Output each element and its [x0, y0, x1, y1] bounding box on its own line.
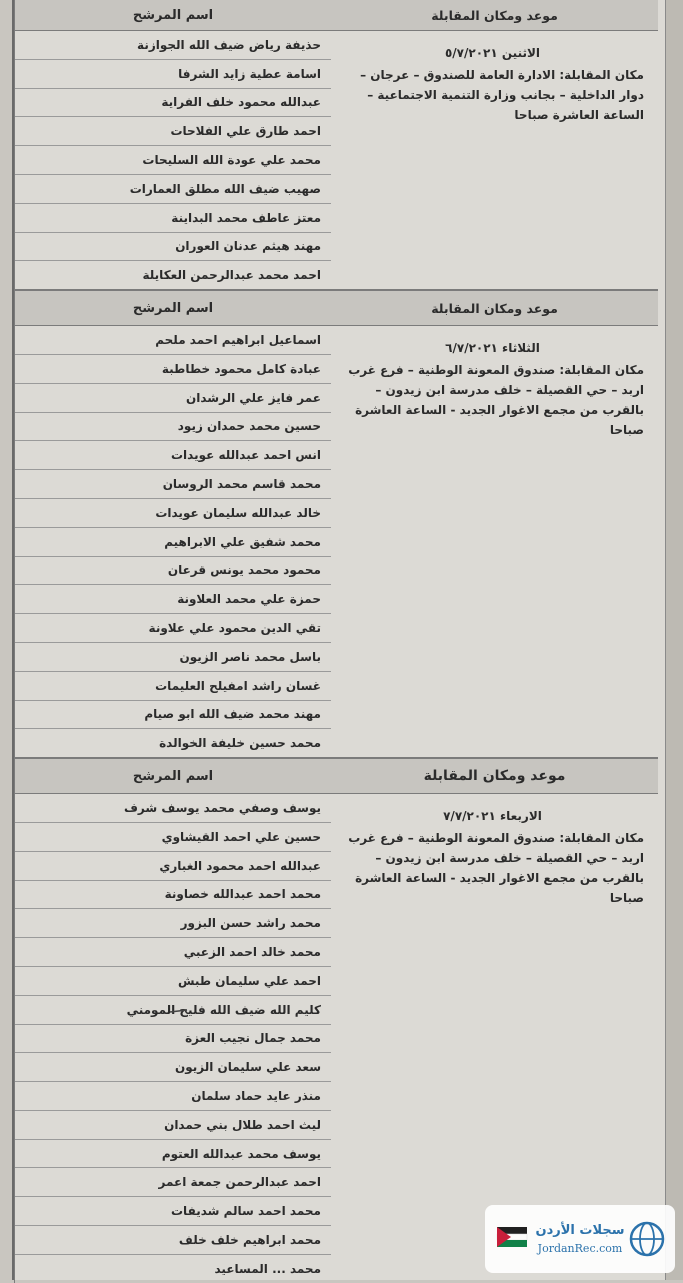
candidate-name: محمد خالد احمد الزعبي	[15, 938, 331, 967]
interview-section-1	[14, 0, 658, 290]
jordan-flag-icon	[493, 1219, 533, 1259]
candidate-names-list	[14, 326, 331, 757]
candidate-name: مهند هيثم عدنان العوران	[15, 233, 331, 262]
interview-location: مكان المقابلة: الادارة العامة للصندوق – عرجان – دوار الداخلية – بجانب وزارة التنمية الاجتماعية – الساعة العاشرة صباحا	[360, 68, 644, 122]
candidate-name: محمد راشد حسن البزور	[15, 909, 331, 938]
candidate-name: محمد قاسم محمد الروسان	[15, 470, 331, 499]
watermark-logo	[485, 1205, 675, 1273]
candidate-name: محمد حسين خليفة الخوالدة	[159, 736, 321, 751]
interview-location: مكان المقابلة: صندوق المعونة الوطنية – فرع غرب اربد – حي القصيلة – خلف مدرسة ابن زيدون – بالقرب من مجمع الاغوار الجديد - الساعة العاشرة صباحا	[348, 363, 644, 438]
section-header	[14, 758, 658, 794]
candidate-name-header: اسم المرشح	[14, 291, 331, 325]
candidate-name: عبدالله احمد محمود الغباري	[15, 852, 331, 881]
candidate-name: سعد علي سليمان الزيون	[15, 1053, 331, 1082]
candidate-name: يوسف محمد عبدالله العتوم	[15, 1140, 331, 1169]
interview-details	[331, 31, 658, 289]
section-header	[14, 0, 658, 31]
interview-details	[331, 326, 658, 757]
candidate-name: باسل محمد ناصر الزيون	[15, 643, 331, 672]
candidate-name: محمد ابراهيم خلف خلف	[15, 1226, 331, 1255]
candidate-name: احمد عبدالرحمن جمعة اعمر	[15, 1168, 331, 1197]
candidate-name: مهند محمد ضيف الله ابو صيام	[15, 701, 331, 730]
newspaper-page	[12, 0, 666, 1280]
interview-date: الاثنين ٥/٧/٢٠٢١	[444, 46, 541, 60]
candidate-name: محمد احمد عبدالله خصاونة	[15, 881, 331, 910]
candidate-name: تقي الدين محمود علي علاونة	[15, 614, 331, 643]
candidate-name: حسين علي احمد القيشاوي	[15, 823, 331, 852]
watermark-arabic: سجلات الأردن	[535, 1223, 625, 1238]
candidate-name: كليم الله ضيف الله فليح المومني	[15, 996, 331, 1025]
candidate-name: خالد عبدالله سليمان عويدات	[15, 499, 331, 528]
candidate-name: حمزة علي محمد العلاونة	[15, 585, 331, 614]
candidate-names-list	[14, 794, 331, 1283]
candidate-name: منذر عايد حماد سلمان	[15, 1082, 331, 1111]
watermark-text	[535, 1223, 624, 1255]
candidate-name: غسان راشد امفيلح العليمات	[15, 672, 331, 701]
interview-section-2	[14, 290, 658, 758]
candidate-name: محمد شفيق علي الابراهيم	[15, 528, 331, 557]
candidate-name: محمد جمال نجيب العزة	[15, 1025, 331, 1054]
candidate-name: محمد علي عودة الله السليحات	[15, 146, 331, 175]
candidate-name-header: اسم المرشح	[14, 759, 331, 793]
candidate-name: عبدالله محمود خلف الفراية	[15, 89, 331, 118]
globe-icon	[627, 1219, 667, 1259]
interview-date: الثلاثاء ٦/٧/٢٠٢١	[445, 341, 540, 356]
candidate-name: ليث احمد طلال بني حمدان	[15, 1111, 331, 1140]
candidate-name: حسين محمد حمدان زيود	[15, 413, 331, 442]
page-edge	[665, 0, 683, 1280]
candidate-name: محمد ... المساعيد	[214, 1261, 321, 1276]
candidate-name: صهيب ضيف الله مطلق العمارات	[15, 175, 331, 204]
candidates-table	[14, 0, 658, 1283]
candidate-name: عبادة كامل محمود خطاطبة	[15, 355, 331, 384]
interview-time-header: موعد ومكان المقابلة	[423, 768, 566, 785]
watermark-latin: JordanRec.com	[537, 1242, 623, 1255]
candidate-name: يوسف وصفي محمد يوسف شرف	[15, 794, 331, 823]
candidate-name: حذيفة رياض ضيف الله الجوازنة	[15, 31, 331, 60]
interview-location: مكان المقابلة: صندوق المعونة الوطنية – فرع غرب اربد – حي القصيلة – خلف مدرسة ابن زيدون – بالقرب من مجمع الاغوار الجديد - الساعة العاشرة صباحا	[348, 831, 644, 906]
candidate-name: معتز عاطف محمد البداينة	[15, 204, 331, 233]
candidate-name: اسامة عطية زايد الشرفا	[15, 60, 331, 89]
candidate-name: احمد محمد عبدالرحمن العكايلة	[142, 268, 321, 283]
candidate-name: محمد احمد سالم شديفات	[15, 1197, 331, 1226]
section-header	[14, 290, 658, 326]
interview-date: الاربعاء ٧/٧/٢٠٢١	[443, 809, 542, 824]
pen-mark-icon	[169, 1008, 189, 1014]
candidate-name: اسماعيل ابراهيم احمد ملحم	[15, 326, 331, 355]
candidate-name: محمود محمد يونس قرعان	[15, 557, 331, 586]
interview-section-3	[14, 758, 658, 1283]
candidate-name: احمد علي سليمان طبش	[15, 967, 331, 996]
candidate-name: عمر فايز علي الرشدان	[15, 384, 331, 413]
interview-time-header: موعد ومكان المقابلة	[431, 300, 558, 316]
interview-time-header: موعد ومكان المقابلة	[431, 7, 558, 23]
candidate-name: انس احمد عبدالله عويدات	[15, 441, 331, 470]
candidate-name: احمد طارق علي الفلاحات	[15, 117, 331, 146]
candidate-names-list	[14, 31, 331, 289]
candidate-name-header: اسم المرشح	[14, 0, 331, 30]
